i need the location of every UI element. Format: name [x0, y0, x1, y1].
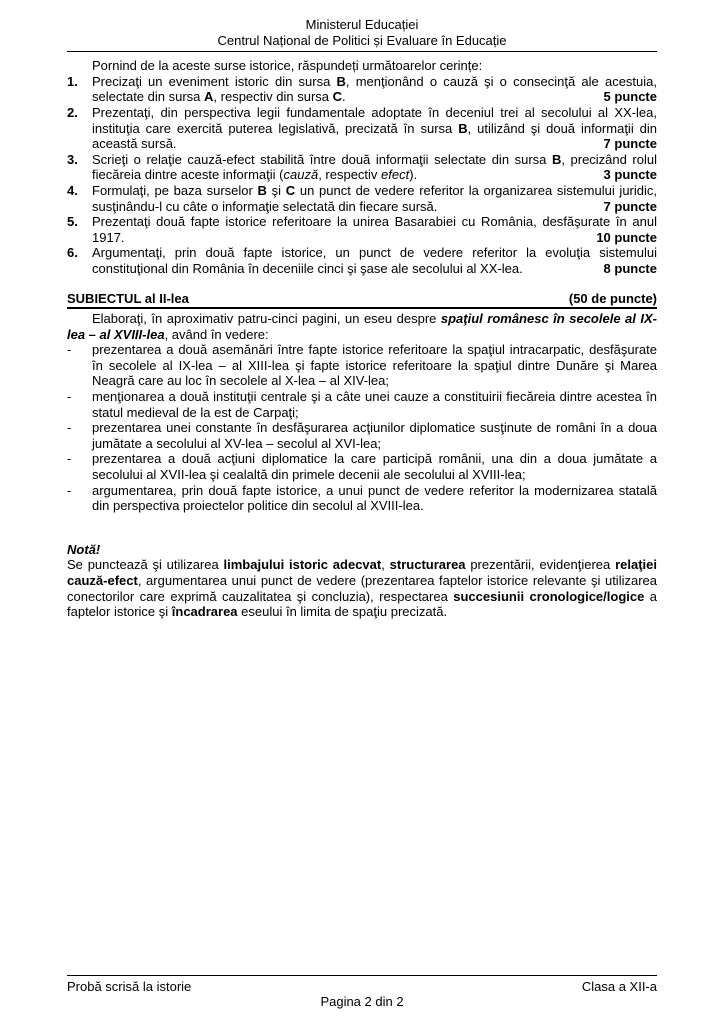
question-2-text: Prezentaţi, din perspectiva legii fundamentale adoptate în deceniul trei al secolului al XX-lea, instituţia care exercită puterea legislativă, precizată în sursa B, utilizând şi două informaţii din această sursă.: [92, 104, 658, 152]
page-header: [67, 17, 657, 52]
footer-class: Clasa a XII-a: [581, 978, 657, 994]
note-paragraph: Se punctează şi utilizarea limbajului istoric adecvat, structurarea prezentării, evidenţierea relaţiei cauză-efect, argumentarea unui punct de vedere (prezentarea faptelor istorice relevante şi utilizarea conectorilor care exprimă cauzalitatea şi concluzia), respectarea succesiunii cronologice/logice a faptelor istorice şi încadrarea eseului în limita de spaţiu precizată.: [67, 557, 657, 620]
question-1: [67, 74, 657, 105]
bullet-dash-icon: -: [67, 389, 72, 405]
question-1-number: 1.: [67, 73, 78, 89]
question-5-number: 5.: [67, 214, 78, 230]
subject2-bullet-4-text: prezentarea a două acţiuni diplomatice la care participă românii, una din a doua jumătate a secolului al XVII-lea şi cealaltă din primele decenii ale secolului al XVIII-lea;: [92, 451, 657, 483]
header-center-name: Centrul Național de Politici și Evaluare în Educație: [217, 32, 507, 48]
footer-row: [67, 979, 657, 995]
subject2-intro: Elaboraţi, în aproximativ patru-cinci pagini, un eseu despre spaţiul românesc în secolele al IX-lea – al XVIII-lea, având în vedere:: [67, 311, 657, 342]
question-5-points: 10 puncte: [596, 229, 657, 245]
bullet-dash-icon: -: [67, 420, 72, 436]
question-6-text: Argumentaţi, prin două fapte istorice, un punct de vedere referitor la evoluţia sistemului constituţional din România în deceniile cinci şi şase ale secolului al XX-lea.: [92, 245, 657, 276]
note-title: Notă!: [67, 541, 101, 557]
page-footer: [67, 975, 657, 1010]
subject2-bullet-4: [67, 451, 657, 482]
bullet-dash-icon: -: [67, 482, 72, 498]
question-6: [67, 245, 657, 276]
question-4-text: Formulaţi, pe baza surselor B şi C un punct de vedere referitor la organizarea sistemului juridic, susţinându-l cu câte o informaţie selectată din fiecare sursă.: [92, 182, 657, 214]
subject2-title: SUBIECTUL al II-lea: [67, 290, 189, 306]
subject2-bullet-1: [67, 342, 657, 389]
question-2-points: 7 puncte: [603, 136, 657, 152]
question-5-text: Prezentaţi două fapte istorice referitoare la unirea Basarabiei cu România, desfăşurate în anul 1917.: [92, 214, 657, 245]
question-3-points: 3 puncte: [603, 167, 657, 183]
question-3-text: Scrieţi o relaţie cauză-efect stabilită între două informaţii selectate din sursa B, precizând rolul fiecăreia dintre aceste informaţii (cauză, respectiv efect).: [92, 151, 657, 183]
subject2-bullet-2: [67, 389, 657, 420]
question-1-points: 5 puncte: [603, 89, 657, 105]
question-6-points: 8 puncte: [603, 260, 657, 276]
subject2-heading: [67, 291, 657, 310]
subject2-bullet-1-text: prezentarea a două asemănări între fapte istorice referitoare la spaţiul intracarpatic, desfăşurate în secolele al IX-lea – al XIII-lea şi fapte istorice referitoare la spaţiul dintre Dunăre şi Marea Neagră care au loc în secolele al X-lea – al XIV-lea;: [92, 342, 657, 389]
question-3: [67, 152, 657, 183]
question-6-number: 6.: [67, 245, 78, 261]
question-4-points: 7 puncte: [603, 198, 657, 214]
question-4-number: 4.: [67, 182, 78, 198]
footer-page-number: Pagina 2 din 2: [320, 994, 404, 1010]
question-4: [67, 183, 657, 214]
question-1-text: Precizaţi un eveniment istoric din sursa B, menţionând o cauză şi o consecinţă ale acestuia, selectate din sursa A, respectiv din sursa C.: [92, 73, 658, 105]
question-3-number: 3.: [67, 151, 78, 167]
question-5: [67, 214, 657, 245]
subject2-bullet-3: [67, 420, 657, 451]
intro-paragraph: Pornind de la aceste surse istorice, răspundeți următoarelor cerințe:: [92, 58, 483, 74]
subject2-bullet-5: [67, 483, 657, 514]
bullet-dash-icon: -: [67, 342, 72, 358]
subject2-bullet-2-text: menţionarea a două instituţii centrale şi a câte unei cauze a constituirii fiecăreia dintre acestea în statul medieval de la est de Carpaţi;: [92, 389, 657, 420]
question-2-number: 2.: [67, 104, 78, 120]
subject2-bullet-5-text: argumentarea, prin două fapte istorice, a unui punct de vedere referitor la modernizarea statală din perspectiva proiectelor politice din secolul al XVIII-lea.: [92, 482, 657, 514]
header-ministry: Ministerul Educației: [305, 17, 419, 32]
bullet-dash-icon: -: [67, 451, 72, 467]
footer-exam-type: Probă scrisă la istorie: [67, 978, 192, 994]
question-2: [67, 105, 657, 152]
subject2-bullet-3-text: prezentarea unei constante în desfăşurarea acţiunilor diplomatice susţinute de români în a doua jumătate a secolului al XV-lea – secolul al XVI-lea;: [92, 420, 657, 451]
subject2-points: (50 de puncte): [568, 290, 657, 306]
